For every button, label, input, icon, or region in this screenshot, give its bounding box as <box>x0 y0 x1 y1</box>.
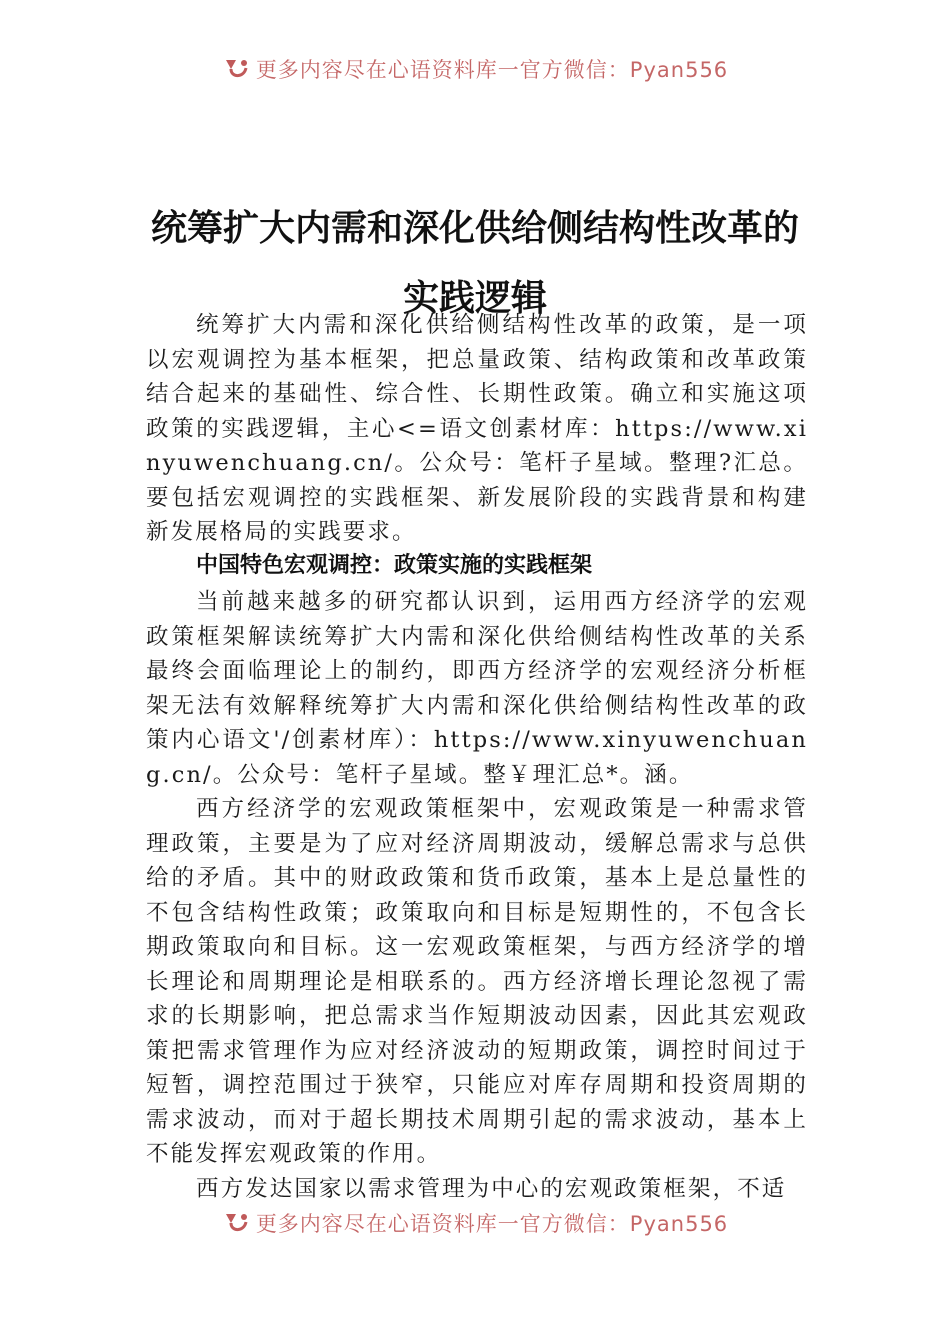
document-title-line-1: 统筹扩大内需和深化供给侧结构性改革的 <box>150 207 799 250</box>
document-title-line-2: 实践逻辑 <box>402 277 547 320</box>
body-paragraph-2: 当前越来越多的研究都认识到，运用西方经济学的宏观政策框架解读统筹扩大内需和深化供给侧结构性改革的关系最终会面临理论上的制约，即西方经济学的宏观经济分析框架无法有效解释统筹扩大内需和深化供给侧结构性改革的政策内心语文'/创素材库）：https://www.xinyuwenchuang.cn/。公众号：笔杆子星域。整￥理汇总*。涵。 <box>146 589 808 788</box>
header-watermark-text: 更多内容尽在心语资料库一官方微信：Pyan556 <box>255 58 729 82</box>
header-watermark-banner <box>0 52 950 86</box>
footer-watermark-banner <box>0 1206 950 1240</box>
body-paragraph-3: 西方经济学的宏观政策框架中，宏观政策是一种需求管理政策，主要是为了应对经济周期波动，缓解总需求与总供给的矛盾。其中的财政政策和货币政策，基本上是总量性的不包含结构性政策；政策取向和目标是短期性的，不包含长期政策取向和目标。这一宏观政策框架，与西方经济学的增长理论和周期理论是相联系的。西方经济增长理论忽视了需求的长期影响，把总需求当作短期波动因素，因此其宏观政策把需求管理作为应对经济波动的短期政策，调控时间过于短暂，调控范围过于狭窄，只能应对库存周期和投资周期的需求波动，而对于超长期技术周期引起的需求波动，基本上不能发挥宏观政策的作用。 <box>146 796 808 1167</box>
footer-watermark-text: 更多内容尽在心语资料库一官方微信：Pyan556 <box>255 1212 729 1236</box>
brand-logo-icon <box>222 1210 250 1236</box>
brand-logo-icon <box>222 56 250 82</box>
body-paragraph-4: 西方发达国家以需求管理为中心的宏观政策框架，不适 <box>196 1176 787 1202</box>
body-paragraph-intro: 统筹扩大内需和深化供给侧结构性改革的政策，是一项以宏观调控为基本框架，把总量政策、结构政策和改革政策结合起来的基础性、综合性、长期性政策。确立和实施这项政策的实践逻辑，主心<=语文创素材库：https://www.xinyuwenchuang.cn/。公众号：笔杆子星域。整理?汇总。要包括宏观调控的实践框架、新发展阶段的实践背景和构建新发展格局的实践要求。 <box>146 312 808 545</box>
section-heading: 中国特色宏观调控：政策实施的实践框架 <box>196 553 593 578</box>
